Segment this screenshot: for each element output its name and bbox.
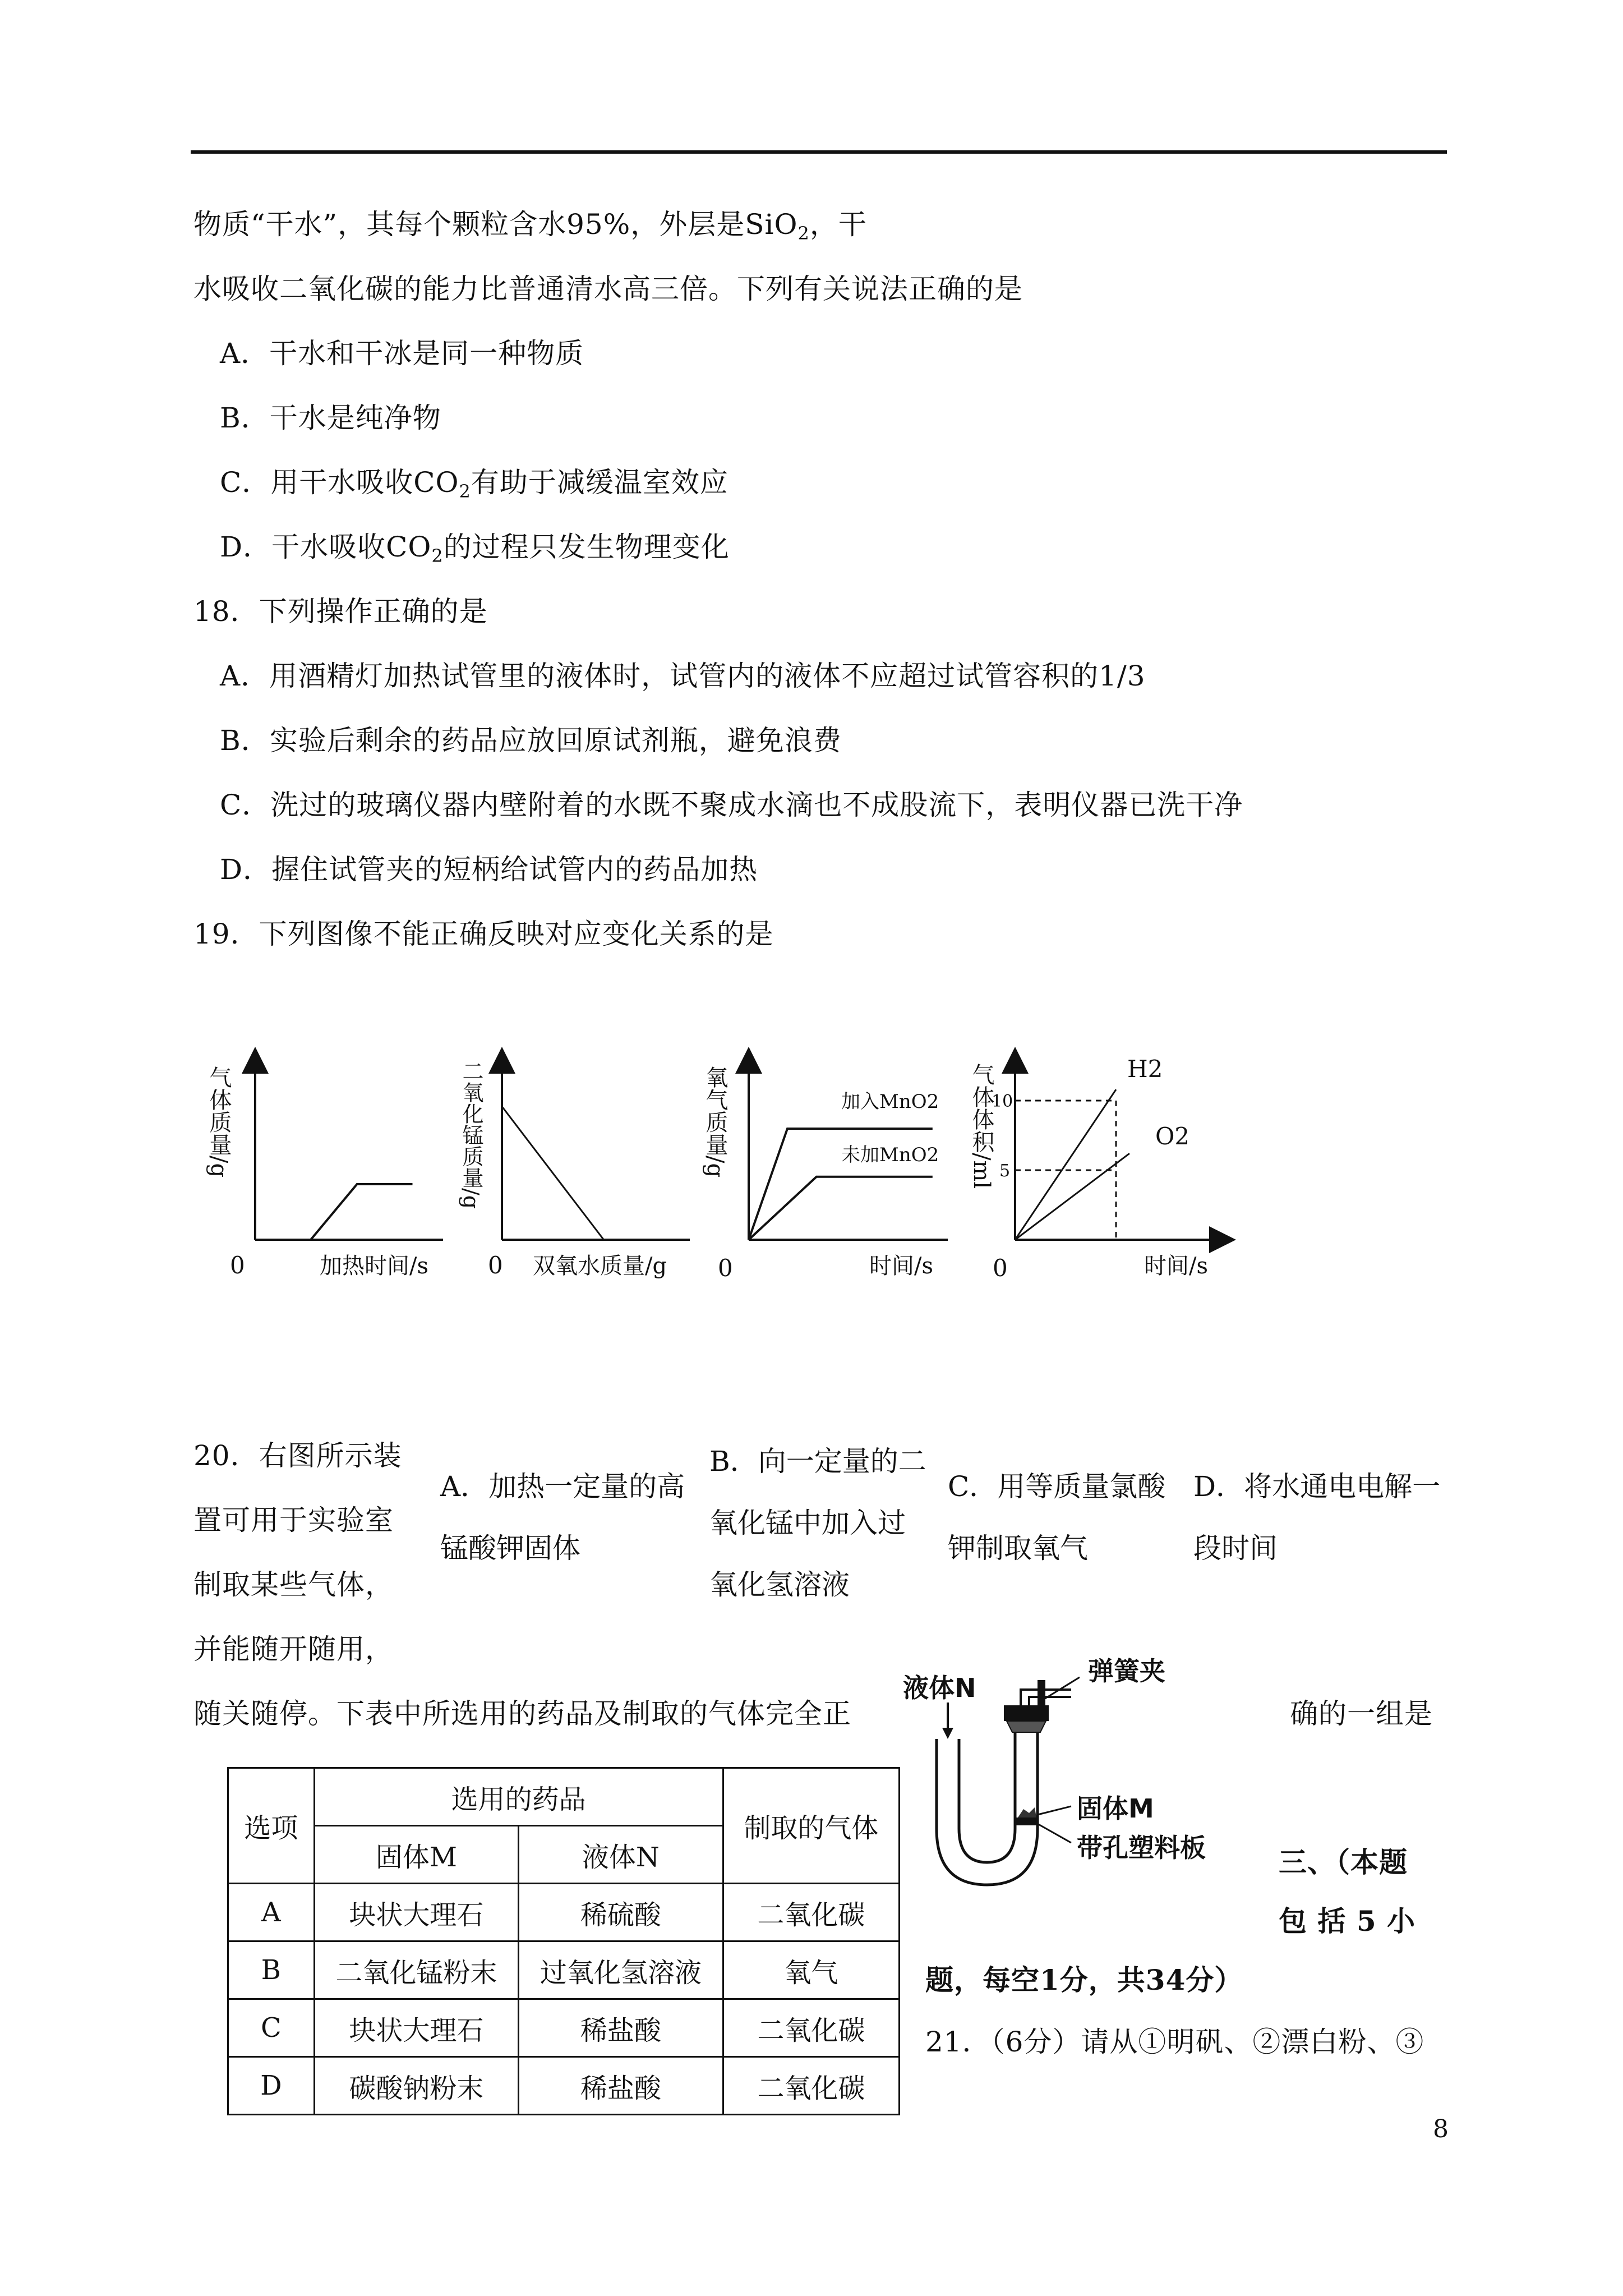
q20-col-line-4: 并能随开随用， [193,1633,394,1665]
q18-option-b: B．实验后剩余的药品应放回原试剂瓶，避免浪费 [220,724,842,757]
chart-b-ylabel: 二氧化锰质量/g [459,1060,483,1209]
q17-option-b: B．干水是纯净物 [220,402,441,434]
cell-liquid: 稀盐酸 [519,2057,723,2115]
chart-d-origin: 0 [993,1254,1008,1282]
chart-c-xlabel: 时间/s [869,1253,934,1279]
table-row [228,2057,900,2115]
u-tube-outer [937,1717,1038,1885]
q21-stem: 21．（6分）请从①明矾、②漂白粉、③ [925,2026,1424,2058]
cell-option: D [228,2057,315,2115]
q17-line-1: 物质“干水”，其每个颗粒含水95%，外层是SiO$_2$，干 [193,208,867,244]
th-liquid: 液体N [519,1826,723,1884]
chart-d-tick-10: 10 [992,1092,1013,1111]
stopper [1004,1705,1049,1721]
q18-option-d: D．握住试管夹的短柄给试管内的药品加热 [220,853,758,886]
cell-liquid: 稀盐酸 [519,1999,723,2057]
cell-solid: 块状大理石 [314,1884,519,1941]
q20-line-5-end: 确的一组是 [1290,1697,1433,1730]
label-spring-clip: 弹簧夹 [1088,1656,1165,1686]
q17-option-a: A．干水和干冰是同一种物质 [220,337,584,370]
th-gas: 制取的气体 [723,1768,899,1884]
table-row [228,1884,900,1941]
cell-gas: 二氧化碳 [723,1884,899,1941]
u-tube-inner [959,1717,1015,1862]
q17-option-c: C．用干水吸收$CO_2$有助于减缓温室效应 [220,466,728,502]
q20-col-line-3: 制取某些气体， [193,1568,394,1601]
table-row [228,1999,900,2057]
table-row [228,1941,900,1999]
th-option: 选项 [228,1768,315,1884]
q17-line-2: 水吸收二氧化碳的能力比普通清水高三倍。下列有关说法正确的是 [193,273,1023,305]
u-tube-apparatus [903,1649,1262,1918]
section-3-line-1: 三、（本题 [1279,1846,1408,1879]
chart-d [953,1049,1234,1290]
page-number: 8 [1433,2115,1449,2143]
q20-line-5: 随关随停。下表中所选用的药品及制取的气体完全正 [193,1697,851,1730]
chart-a-ylabel: 气体质量/g [206,1066,232,1178]
cell-solid: 碳酸钠粉末 [314,2057,519,2115]
chart-c-series-2 [749,1177,933,1240]
chart-a [202,1049,449,1290]
q19-option-b: B．向一定量的二 氧化锰中加入过 氧化氢溶液 [709,1445,926,1601]
chart-c [701,1049,959,1290]
chart-b-series [502,1106,604,1240]
label-solid-m: 固体M [1077,1793,1154,1824]
reagent-table [227,1767,900,2115]
q18-stem: 18．下列操作正确的是 [193,595,488,628]
section-3-line-3: 题，每空1分，共34分） [925,1963,1243,1996]
cell-solid: 块状大理石 [314,1999,519,2057]
cell-gas: 二氧化碳 [723,1999,899,2057]
chart-c-origin: 0 [718,1254,733,1282]
cell-liquid: 稀硫酸 [519,1884,723,1941]
cell-solid: 二氧化锰粉末 [314,1941,519,1999]
q19-option-c: C．用等质量氯酸 钾制取氧气 [948,1470,1166,1565]
chart-a-series [278,1184,413,1240]
chart-b-origin: 0 [488,1251,503,1279]
th-solid: 固体M [314,1826,519,1884]
cell-liquid: 过氧化氢溶液 [519,1941,723,1999]
q18-option-c: C．洗过的玻璃仪器内壁附着的水既不聚成水滴也不成股流下，表明仪器已洗干净 [220,789,1243,821]
perforated-plate [1016,1818,1036,1825]
q19-stem: 19．下列图像不能正确反映对应变化关系的是 [193,918,774,950]
chart-d-tick-5: 5 [999,1161,1011,1181]
chart-d-series-2 [1015,1153,1129,1240]
chart-c-ylabel: 氧气质量/g [702,1066,728,1178]
stopper-mesh [1007,1721,1046,1732]
cell-option: C [228,1999,315,2057]
solid-m-lumps [1018,1807,1036,1818]
th-drugs: 选用的药品 [314,1768,723,1826]
spring-clip-icon [1038,1680,1045,1705]
chart-d-series-1 [1015,1089,1116,1240]
cell-option: B [228,1941,315,1999]
label-liquid-n: 液体N [903,1673,976,1703]
chart-d-series-2-label: O2 [1155,1122,1190,1150]
section-3-line-2: 包 括 5 小 [1279,1904,1416,1938]
cell-option: A [228,1884,315,1941]
q17-option-d: D．干水吸收$CO_2$的过程只发生物理变化 [220,531,730,567]
cell-gas: 氧气 [723,1941,899,1999]
q19-option-d: D．将水通电电解一 段时间 [1193,1470,1441,1565]
q19-option-a: A．加热一定量的高 锰酸钾固体 [440,1470,685,1565]
chart-a-xlabel: 加热时间/s [320,1253,429,1279]
chart-c-series-2-label: 未加MnO2 [841,1144,939,1166]
label-plate: 带孔塑料板 [1077,1833,1206,1863]
chart-d-xlabel: 时间/s [1144,1253,1209,1279]
chart-b [454,1049,695,1290]
chart-d-series-1-label: H2 [1127,1055,1163,1083]
chart-a-origin: 0 [230,1251,245,1279]
header-rule [191,150,1447,154]
chart-c-series-1-label: 加入MnO2 [841,1091,939,1113]
q18-option-a: A．用酒精灯加热试管里的液体时，试管内的液体不应超过试管容积的1/3 [220,660,1146,692]
chart-b-xlabel: 双氧水质量/g [533,1253,667,1279]
chart-d-ylabel: 气体体积/ml [969,1063,994,1189]
cell-gas: 二氧化碳 [723,2057,899,2115]
q20-col-line-1: 20．右图所示装 [193,1439,402,1472]
q20-col-line-2: 置可用于实验室 [193,1504,394,1536]
